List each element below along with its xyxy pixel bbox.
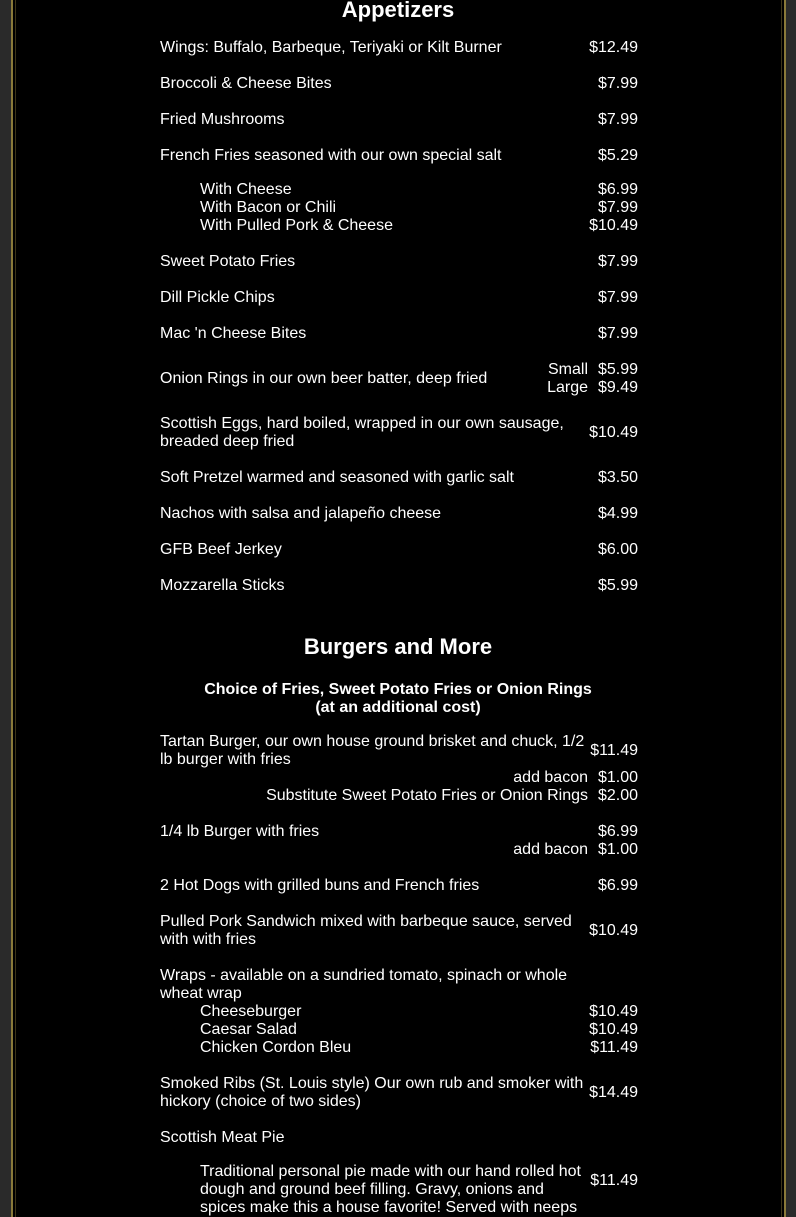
- item-name: Dill Pickle Chips: [160, 289, 275, 306]
- item-price: $6.99: [597, 877, 638, 894]
- item-name: 2 Hot Dogs with grilled buns and French fries: [160, 877, 480, 894]
- option-price: $10.49: [589, 1021, 638, 1038]
- burgers-subtitle-line2: (at an additional cost): [315, 699, 481, 716]
- menu-item-onion-rings: [160, 361, 638, 397]
- item-price: $6.00: [597, 541, 638, 558]
- item-name: French Fries seasoned with our own special salt: [160, 147, 502, 164]
- size-large-label: Large: [547, 379, 588, 396]
- addon-price: $2.00: [597, 787, 638, 804]
- item-name: Mac 'n Cheese Bites: [160, 325, 307, 342]
- option-name: Caesar Salad: [200, 1021, 297, 1038]
- item-name: Smoked Ribs (St. Louis style) Our own rub and smoker with hickory (choice of two sides): [160, 1075, 584, 1110]
- item-price: $3.50: [597, 469, 638, 486]
- item-price: $11.49: [590, 742, 638, 759]
- item-name: GFB Beef Jerkey: [160, 541, 282, 558]
- option-name: With Pulled Pork & Cheese: [200, 217, 393, 234]
- option-name: With Bacon or Chili: [200, 199, 337, 216]
- meat-pie-description: Traditional personal pie made with our hand rolled hot dough and ground beef filling. Gravy, onions and spices make this a house favorite! Served with neeps: [200, 1163, 581, 1216]
- option-name: Chicken Cordon Bleu: [200, 1039, 352, 1056]
- menu-item-tartan-burger: [160, 733, 638, 769]
- item-name: Wings: Buffalo, Barbeque, Teriyaki or Kilt Burner: [160, 39, 502, 56]
- option-price: $10.49: [589, 217, 638, 234]
- menu-item-wraps: [160, 967, 638, 1003]
- item-name: Pulled Pork Sandwich mixed with barbeque sauce, served with with fries: [160, 913, 572, 948]
- item-price: $5.99: [597, 577, 638, 594]
- burgers-subtitle-line1: Choice of Fries, Sweet Potato Fries or Onion Rings: [204, 681, 592, 698]
- addon-label: add bacon: [513, 769, 588, 786]
- item-name: Broccoli & Cheese Bites: [160, 75, 332, 92]
- size-small-label: Small: [547, 361, 588, 378]
- item-price: $5.29: [597, 147, 638, 164]
- item-name: 1/4 lb Burger with fries: [160, 823, 320, 840]
- option-price: $11.49: [590, 1039, 638, 1056]
- item-price: $10.49: [589, 424, 638, 441]
- item-price: $7.99: [597, 289, 638, 306]
- addon-label: Substitute Sweet Potato Fries or Onion Rings: [266, 787, 588, 804]
- option-name: With Cheese: [200, 181, 292, 198]
- item-name: Onion Rings in our own beer batter, deep fried: [160, 370, 488, 387]
- item-price: $12.49: [589, 39, 638, 56]
- item-price: $7.99: [597, 75, 638, 92]
- item-price: $4.99: [597, 505, 638, 522]
- appetizers-heading: Appetizers: [341, 0, 455, 22]
- option-price: $6.99: [597, 181, 638, 198]
- menu-item-scottish-eggs: [160, 415, 638, 451]
- meat-pie-description-row: [160, 1163, 638, 1217]
- menu-item-smoked-ribs: [160, 1075, 638, 1111]
- option-price: $10.49: [589, 1003, 638, 1020]
- item-name: Mozzarella Sticks: [160, 577, 285, 594]
- addon-price: $1.00: [597, 841, 638, 858]
- menu-item-pulled-pork: [160, 913, 638, 949]
- size-small-price: $5.99: [597, 361, 638, 378]
- addon-label: add bacon: [513, 841, 588, 858]
- item-price: $7.99: [597, 325, 638, 342]
- option-name: Cheeseburger: [200, 1003, 302, 1020]
- item-name: Scottish Meat Pie: [160, 1129, 285, 1146]
- option-price: $7.99: [597, 199, 638, 216]
- item-price: $11.49: [590, 1172, 638, 1189]
- item-name: Soft Pretzel warmed and seasoned with garlic salt: [160, 469, 514, 486]
- item-price: $14.49: [589, 1084, 638, 1101]
- item-name: Fried Mushrooms: [160, 111, 285, 128]
- item-price: $7.99: [597, 111, 638, 128]
- item-price: $6.99: [597, 823, 638, 840]
- burgers-heading: Burgers and More: [303, 634, 493, 659]
- item-price: $10.49: [589, 922, 638, 939]
- item-name: Sweet Potato Fries: [160, 253, 296, 270]
- item-name: Wraps - available on a sundried tomato, spinach or whole wheat wrap: [160, 967, 568, 1002]
- item-name: Scottish Eggs, hard boiled, wrapped in our own sausage, breaded deep fried: [160, 415, 564, 450]
- item-price: $7.99: [597, 253, 638, 270]
- item-name: Nachos with salsa and jalapeño cheese: [160, 505, 442, 522]
- addon-price: $1.00: [597, 769, 638, 786]
- item-name: Tartan Burger, our own house ground brisket and chuck, 1/2 lb burger with fries: [160, 733, 585, 768]
- size-large-price: $9.49: [597, 379, 638, 396]
